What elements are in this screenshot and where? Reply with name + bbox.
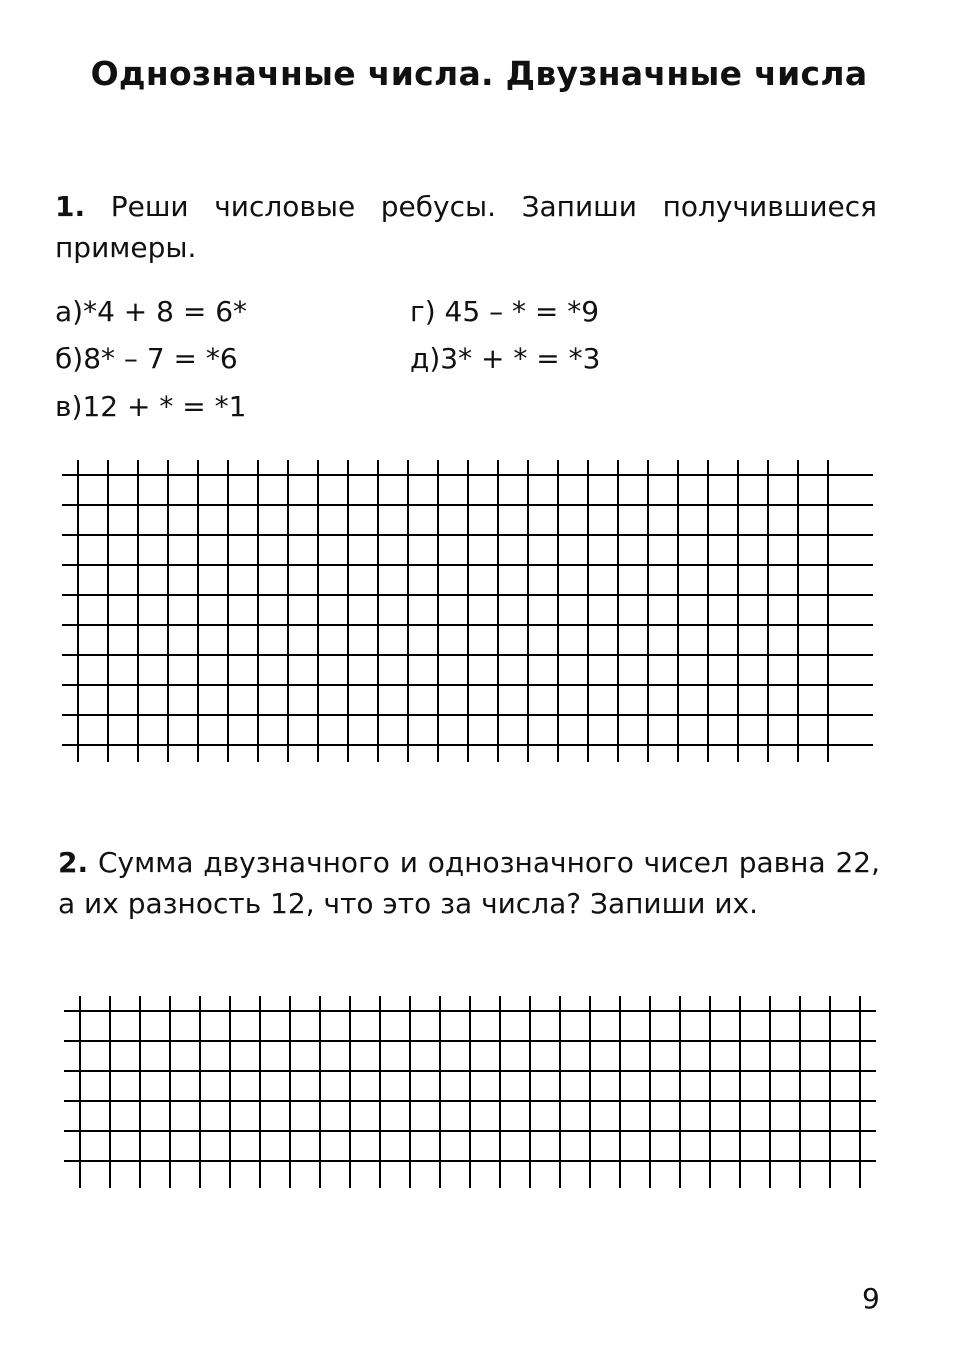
equation-expression: 45 – * = *9 [444,295,600,328]
equation-label: д) [410,342,441,375]
page-number: 9 [862,1282,880,1315]
equation-label: г) [410,295,436,328]
task-1-text: Реши числовые ребусы. Запиши получившиеся примеры. [55,190,877,264]
equation-label: в) [55,390,83,423]
equation-expression: 8* – 7 = *6 [83,342,238,375]
task-2-number: 2. [58,846,89,879]
page-title: Однозначные числа. Двузначные числа [90,54,868,93]
equation-label: б) [55,342,84,375]
equation-expression: *4 + 8 = 6* [83,295,248,328]
task-1-number: 1. [55,190,86,223]
task-2-text: Сумма двузначного и однозначного чисел равна 22, а их разность 12, что это за числа? Запиши их. [58,846,880,920]
equation-label: а) [55,295,84,328]
equation-expression: 12 + * = *1 [82,390,247,423]
equation-expression: 3* + * = *3 [440,342,601,375]
